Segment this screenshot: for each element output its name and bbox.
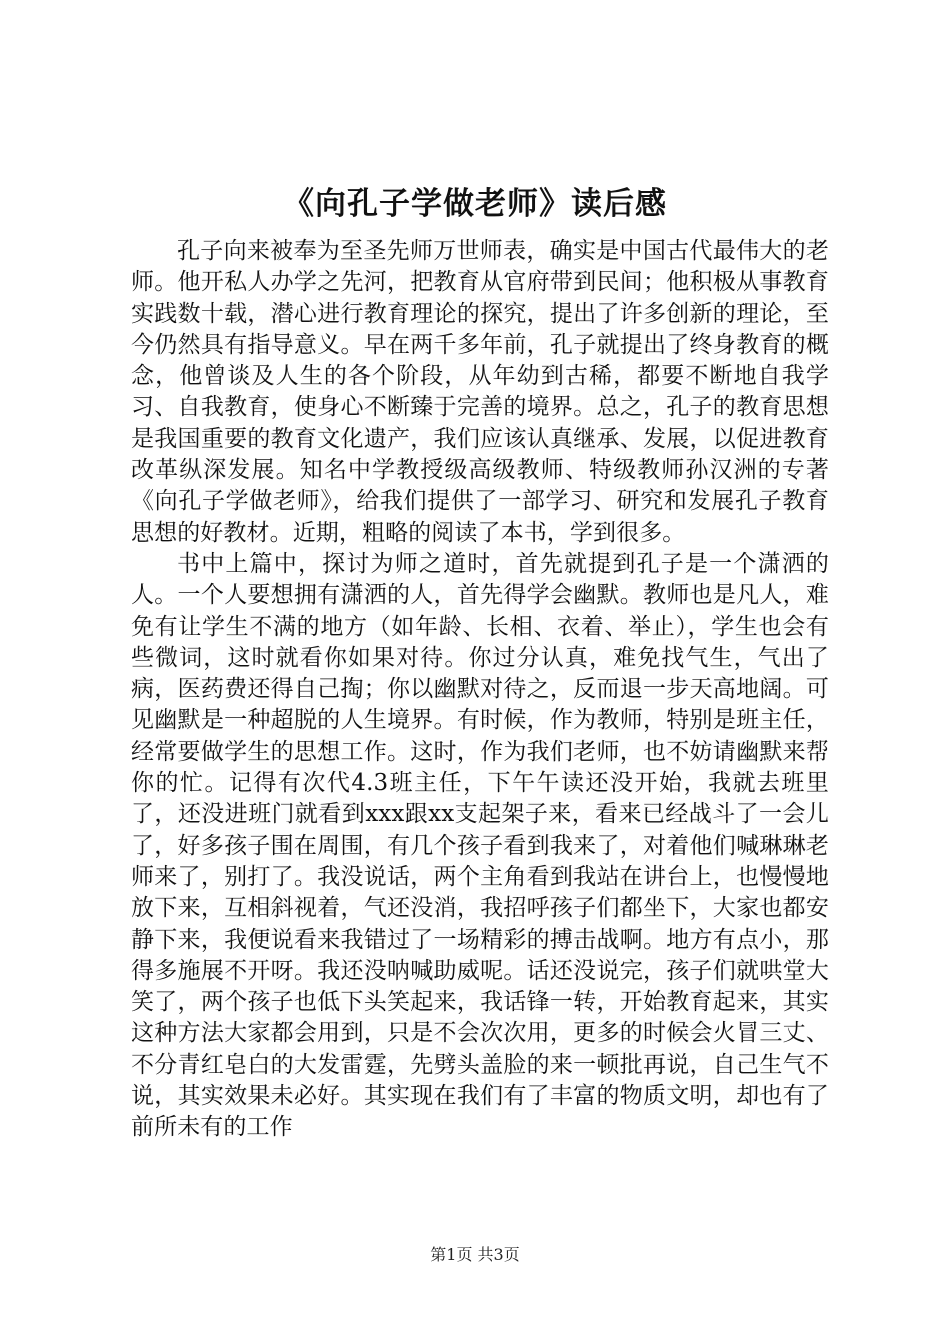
document-title: 《向孔子学做老师》读后感 <box>283 186 667 222</box>
document-body <box>131 236 829 1144</box>
paragraph-2: 书中上篇中，探讨为师之道时，首先就提到孔子是一个潇洒的人。一个人要想拥有潇洒的人，首先得学会幽默。教师也是凡人，难免有让学生不满的地方（如年龄、长相、衣着、举止），学生也会有些微词，这时就看你如果对待。你过分认真，难免找气生，气出了病，医药费还得自己掏；你以幽默对待之，反而退一步天高地阔。可见幽默是一种超脱的人生境界。有时候，作为教师，特别是班主任，经常要做学生的思想工作。这时，作为我们老师，也不妨请幽默来帮你的忙。记得有次代4.3班主任，下午午读还没开始，我就去班里了，还没进班门就看到xxx跟xx支起架子来，看来已经战斗了一会儿了，好多孩子围在周围，有几个孩子看到我来了，对着他们喊琳琳老师来了，别打了。我没说话，两个主角看到我站在讲台上，也慢慢地放下来，互相斜视着，气还没消，我招呼孩子们都坐下，大家也都安静下来，我便说看来我错过了一场精彩的搏击战啊。地方有点小，那得多施展不开呀。我还没呐喊助威呢。话还没说完，孩子们就哄堂大笑了，两个孩子也低下头笑起来，我话锋一转，开始教育起来，其实这种方法大家都会用到，只是不会次次用，更多的时候会火冒三丈、不分青红皂白的大发雷霆，先劈头盖脸的来一顿批再说，自己生气不说，其实效果未必好。其实现在我们有了丰富的物质文明，却也有了前所未有的工作 <box>131 550 829 1141</box>
page-number-footer: 第1页 共3页 <box>430 1245 520 1264</box>
paragraph-1: 孔子向来被奉为至圣先师万世师表，确实是中国古代最伟大的老师。他开私人办学之先河，把教育从官府带到民间；他积极从事教育实践数十载，潜心进行教育理论的探究，提出了许多创新的理论，至今仍然具有指导意义。早在两千多年前，孔子就提出了终身教育的概念，他曾谈及人生的各个阶段，从年幼到古稀，都要不断地自我学习、自我教育，使身心不断臻于完善的境界。总之，孔子的教育思想是我国重要的教育文化遗产，我们应该认真继承、发展，以促进教育改革纵深发展。知名中学教授级高级教师、特级教师孙汉洲的专著《向孔子学做老师》，给我们提供了一部学习、研究和发展孔子教育思想的好教材。近期，粗略的阅读了本书，学到很多。 <box>131 238 829 546</box>
